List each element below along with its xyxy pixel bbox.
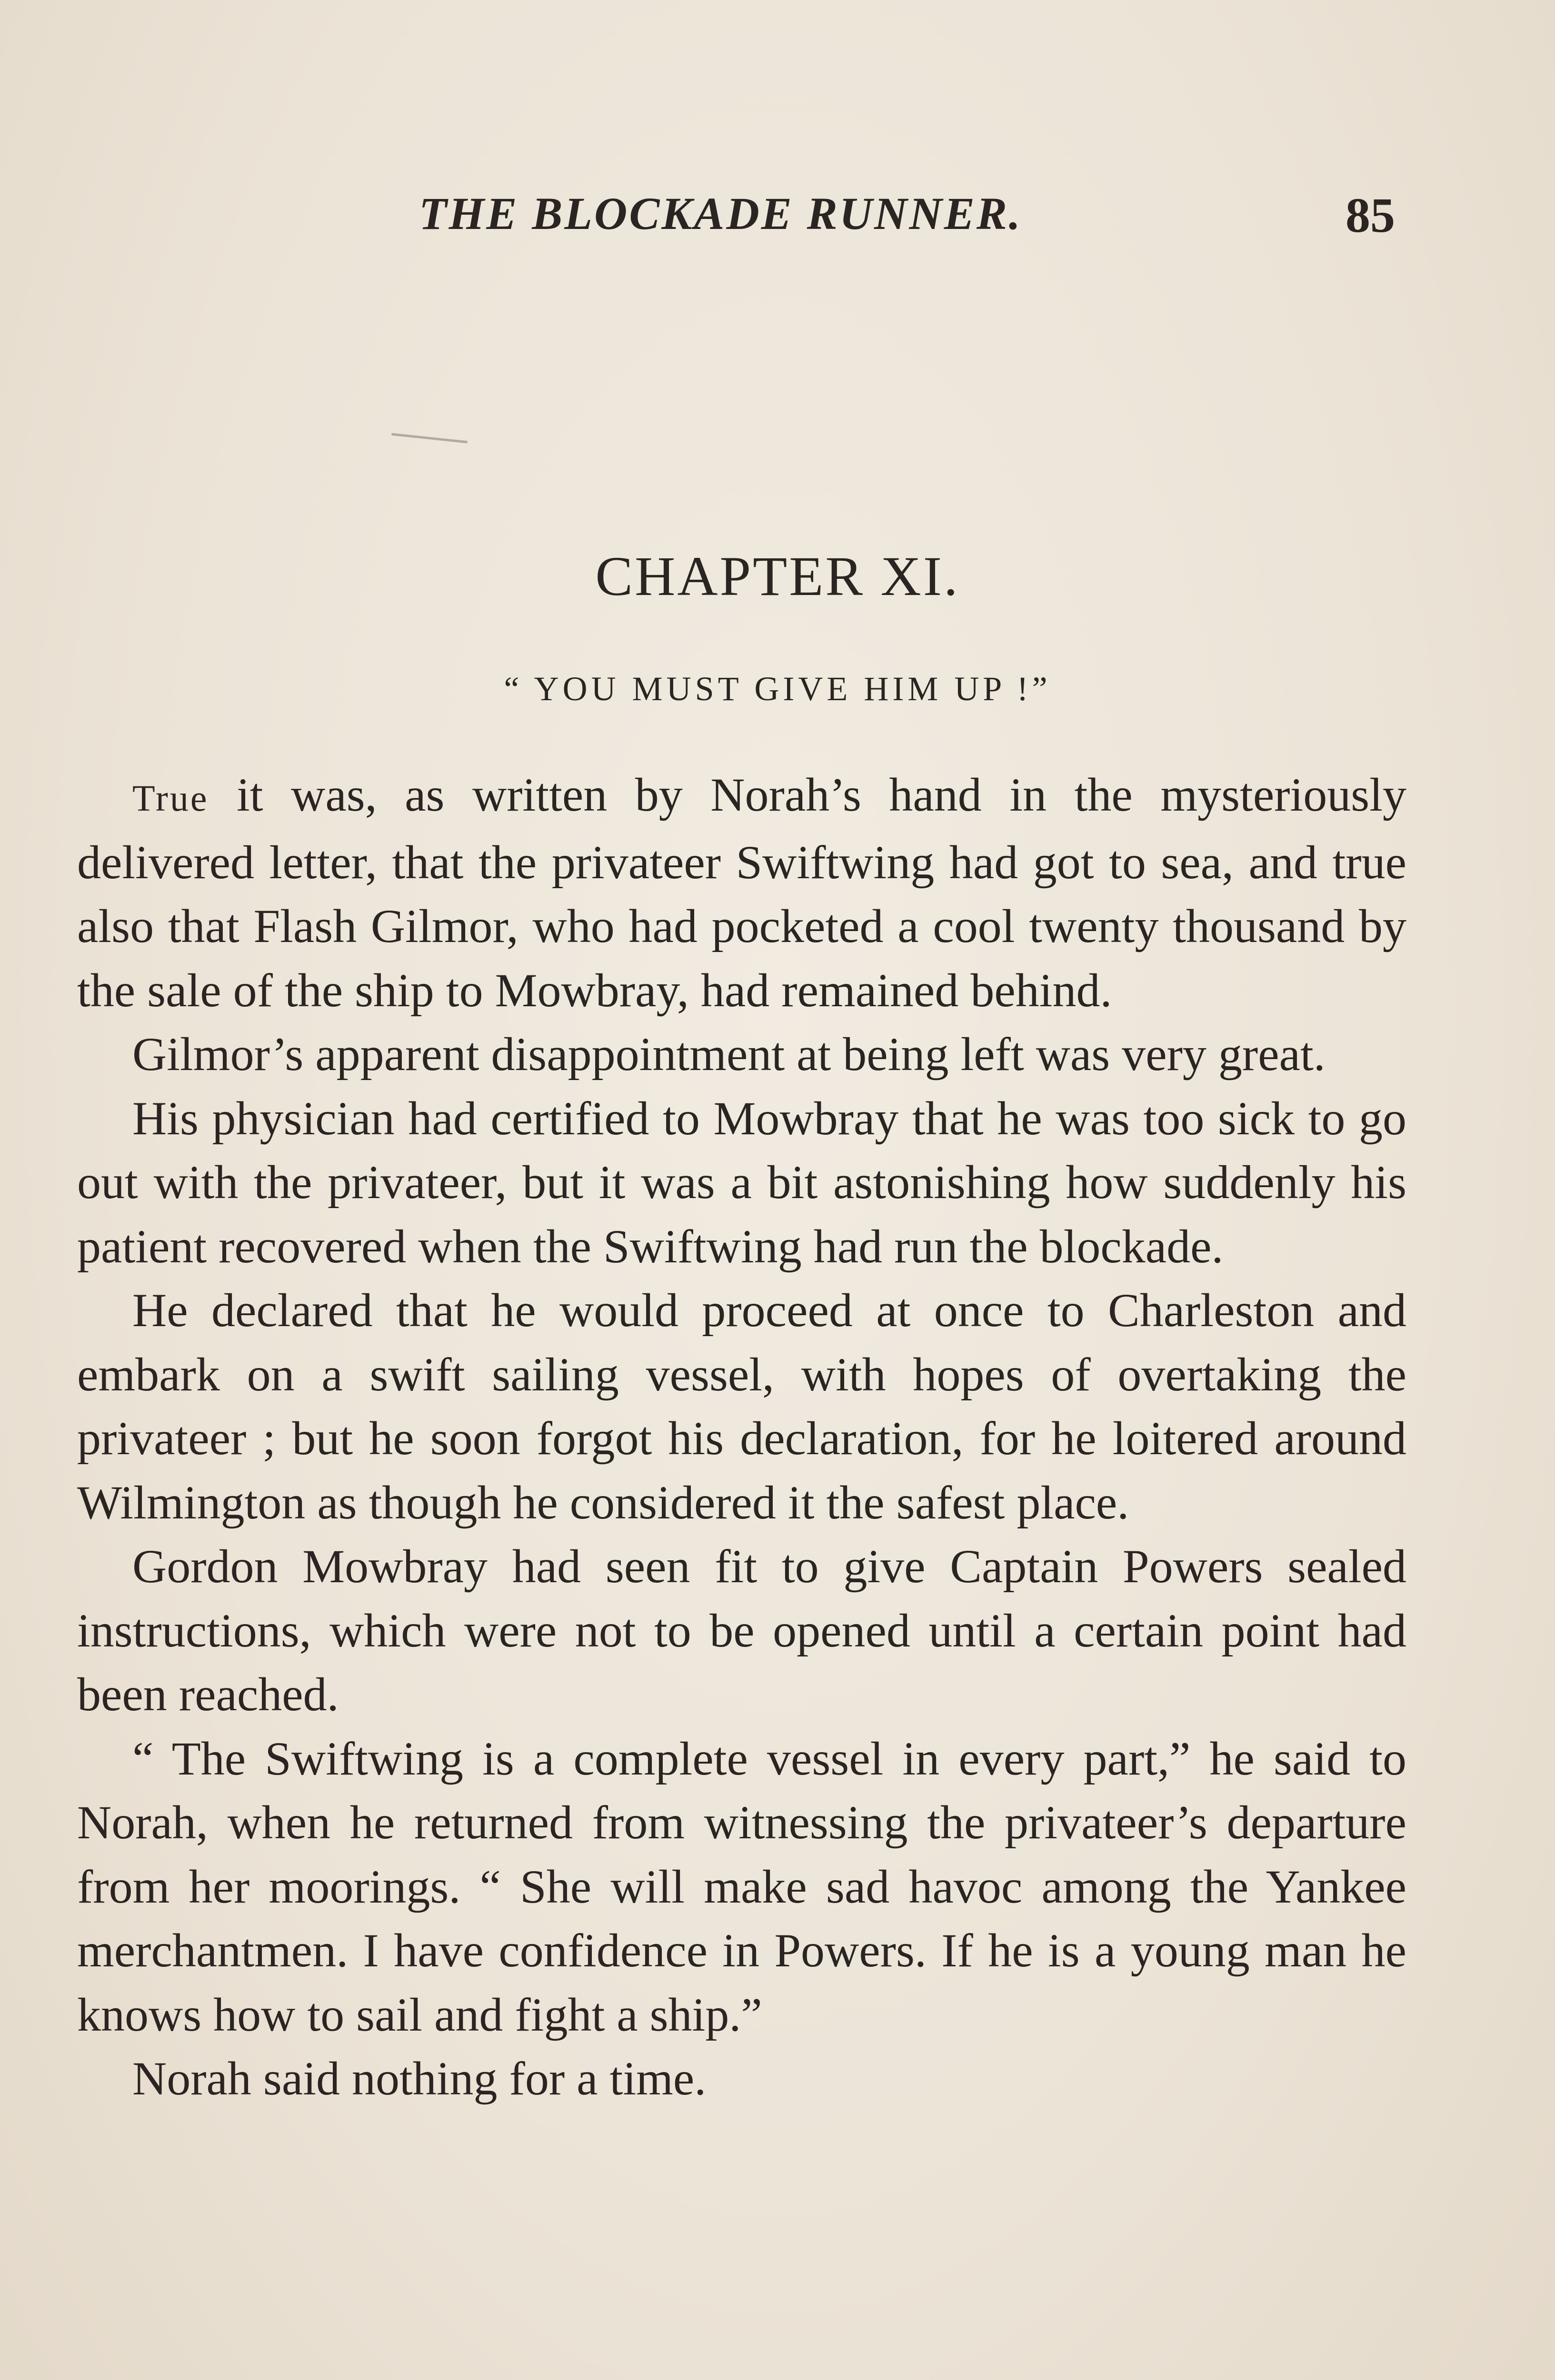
- chapter-heading: CHAPTER XI.: [595, 545, 960, 607]
- ornament-mark: [391, 433, 468, 444]
- page-number: 85: [1346, 188, 1395, 243]
- paragraph: Gilmor’s apparent disappointment at being left was very great.: [132, 1028, 1326, 1081]
- paragraph: “ The Swiftwing is a complete vessel in every part,” he said to Norah, when he returned from witnessing the privateer’s departure from her moorings. “ She will make sad havoc among the Yankee merchantmen. I have confidence in Powers. If he is a young man he knows how to sail and fight a ship.”: [77, 1732, 1406, 2041]
- small-caps-lead: True: [132, 777, 209, 819]
- body-text: [77, 763, 1406, 2111]
- paragraph: [77, 763, 1406, 1022]
- paragraph: Gordon Mowbray had seen fit to give Captain Powers sealed instructions, which were not to be opened until a certain point had been reached.: [77, 1540, 1406, 1721]
- paragraph: He declared that he would proceed at once to Charleston and embark on a swift sailing vessel, with hopes of overtaking the privateer ; but he soon forgot his declaration, for he loitered around Wilmington as though he considered it the safest place.: [77, 1284, 1406, 1529]
- chapter-subtitle: “ YOU MUST GIVE HIM UP !”: [504, 670, 1051, 708]
- paragraph: His physician had certified to Mowbray that he was too sick to go out with the privateer, but it was a bit astonishing how suddenly his patient recovered when the Swiftwing had run the blockade.: [77, 1091, 1406, 1273]
- running-title: THE BLOCKADE RUNNER.: [419, 188, 1022, 239]
- paragraph: Norah said nothing for a time.: [132, 2052, 707, 2105]
- paragraph-text: it was, as written by Norah’s hand in the mysteriously delivered letter, that the privateer Swiftwing had got to sea, and true also that Flash Gilmor, who had pocketed a cool twenty thousand by the sale of the ship to Mowbray, had remained behind.: [77, 768, 1406, 1017]
